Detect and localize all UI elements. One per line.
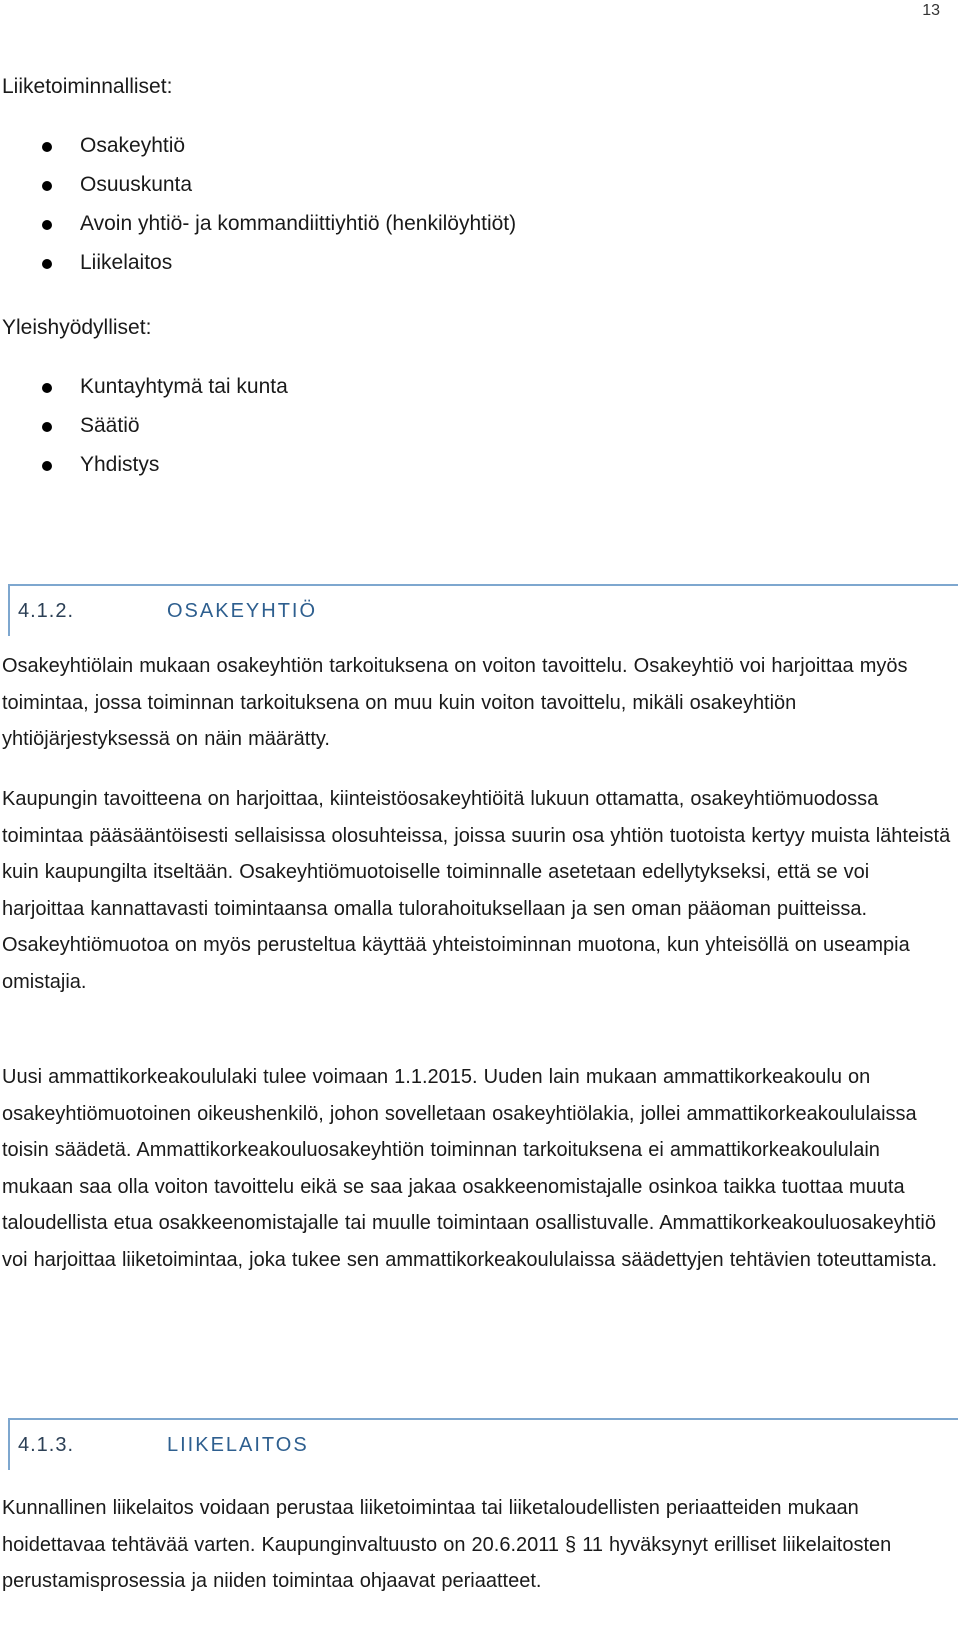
section-heading-412: [8, 584, 958, 636]
page-number: 13: [922, 2, 940, 19]
list-item: [0, 212, 516, 251]
list-item: [0, 173, 516, 212]
paragraph: Osakeyhtiölain mukaan osakeyhtiön tarkoituksena on voiton tavoittelu. Osakeyhtiö voi harjoittaa myös toimintaa, jossa toiminnan tarkoituksena on muu kuin voiton tavoittelu, mikäli osakeyhtiön yhtiöjärjestyksessä on näin määrätty.: [2, 655, 908, 750]
list-item-text: Kuntayhtymä tai kunta: [80, 375, 288, 398]
list-item: [0, 251, 516, 290]
list-item-text: Yhdistys: [80, 453, 160, 476]
public-benefit-forms-label: Yleishyödylliset:: [2, 316, 152, 339]
list-item-text: Liikelaitos: [80, 251, 173, 274]
paragraph: Kaupungin tavoitteena on harjoittaa, kiinteistöosakeyhtiöitä lukuun ottamatta, osakeyhtiömuodossa toimintaa pääsääntöisesti sellaisissa olosuhteissa, joissa suurin osa yhtiön tuotoista kertyy muista lähteistä kuin kaupungilta itseltään. Osakeyhtiömuotoiselle toiminnalle asetetaan edellytykseksi, että se voi harjoittaa kannattavasti toimintaansa omalla tulorahoituksellaan ja sen oman pääoman puitteissa. Osakeyhtiömuotoa on myös perusteltua käyttää yhteistoiminnan muotona, kun yhteisöllä on useampia omistajia.: [2, 788, 951, 993]
list-item: [0, 375, 288, 414]
bullet-icon: [42, 383, 52, 393]
bullet-icon: [42, 220, 52, 230]
bullet-icon: [42, 142, 52, 152]
list-item: [0, 134, 516, 173]
paragraph: Uusi ammattikorkeakoululaki tulee voimaan 1.1.2015. Uuden lain mukaan ammattikorkeakoulu on osakeyhtiömuotoinen oikeushenkilö, johon sovelletaan osakeyhtiölakia, jollei ammattikorkeakoululaissa toisin säädetä. Ammattikorkeakouluosakeyhtiön toiminnan tarkoituksena ei ammattikorkeakoululain mukaan saa olla voiton tavoittelu eikä se saa jakaa osakkeenomistajalle osinkoa taikka tuottaa muuta taloudellista etua osakkeenomistajalle tai muulle toimintaan osallistuvalle. Ammattikorkeakouluosakeyhtiö voi harjoittaa liiketoimintaa, joka tukee sen ammattikorkeakoululaissa säädettyjen tehtävien toteuttamista.: [2, 1066, 937, 1271]
section-title: LIIKELAITOS: [167, 1434, 309, 1456]
paragraph: Kunnallinen liikelaitos voidaan perustaa liiketoimintaa tai liiketaloudellisten periaatteiden mukaan hoidettavaa tehtävää varten. Kaupunginvaltuusto on 20.6.2011 § 11 hyväksynyt erilliset liikelaitosten perustamisprosessia ja niiden toimintaa ohjaavat periaatteet.: [2, 1497, 892, 1592]
list-item-text: Avoin yhtiö- ja kommandiittiyhtiö (henkilöyhtiöt): [80, 212, 517, 235]
list-item: [0, 453, 288, 492]
bullet-icon: [42, 259, 52, 269]
business-forms-list: [0, 134, 516, 290]
list-item-text: Säätiö: [80, 414, 140, 437]
section-title: OSAKEYHTIÖ: [167, 600, 318, 622]
bullet-icon: [42, 461, 52, 471]
bullet-icon: [42, 181, 52, 191]
section-number: 4.1.3.: [18, 1434, 75, 1456]
section-number: 4.1.2.: [18, 600, 75, 622]
section-heading-413: [8, 1418, 958, 1470]
bullet-icon: [42, 422, 52, 432]
list-item: [0, 414, 288, 453]
list-item-text: Osuuskunta: [80, 173, 193, 196]
list-item-text: Osakeyhtiö: [80, 134, 186, 157]
business-forms-label: Liiketoiminnalliset:: [2, 75, 173, 98]
public-benefit-forms-list: [0, 375, 288, 492]
